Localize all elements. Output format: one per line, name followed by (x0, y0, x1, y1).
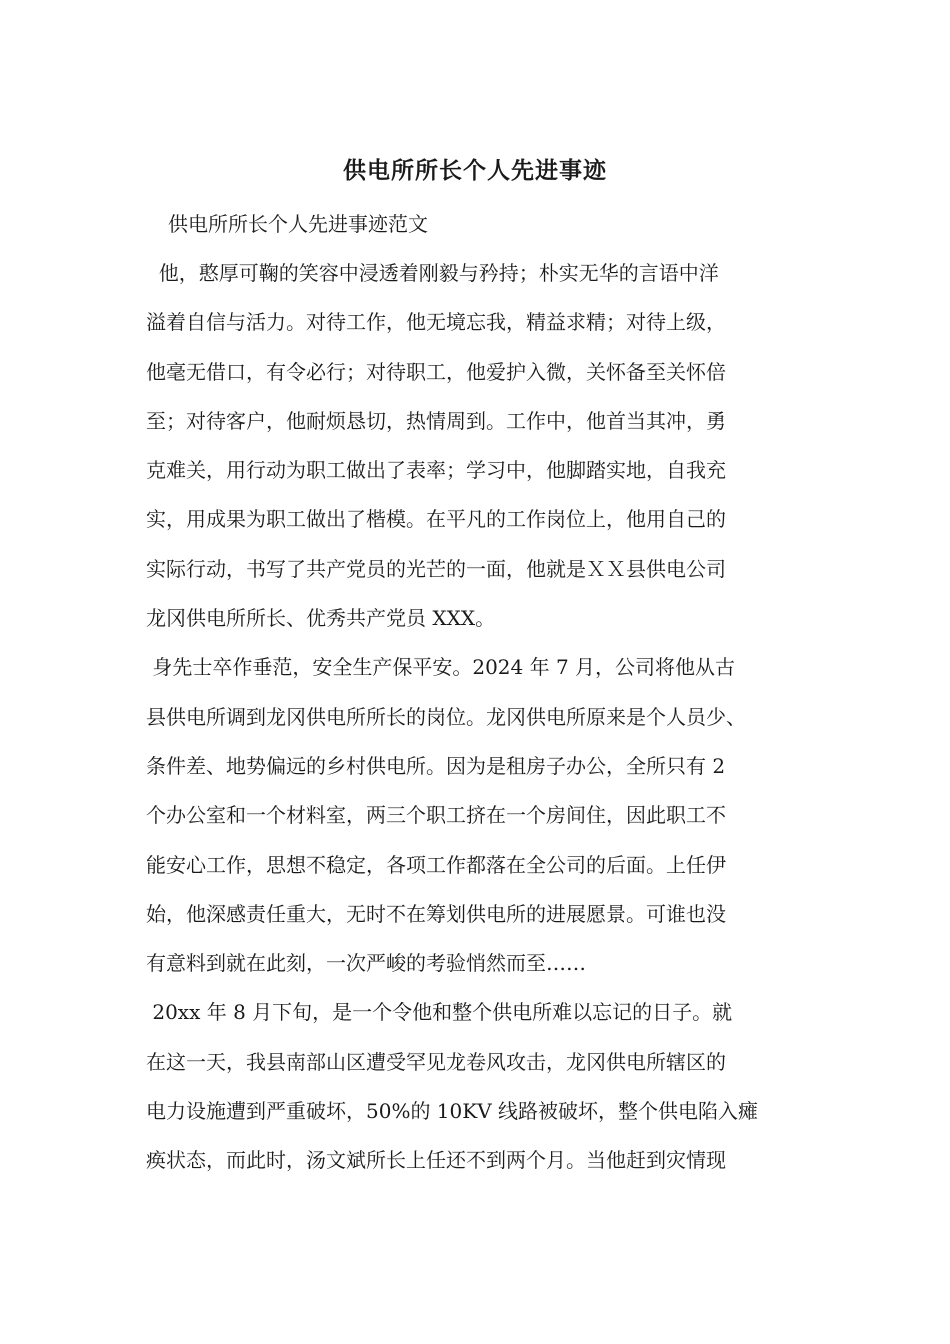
body-line: 他，憨厚可鞠的笑容中浸透着刚毅与矜持；朴实无华的言语中洋 (146, 261, 719, 285)
body-line: 20xx 年 8 月下旬，是一个令他和整个供电所难以忘记的日子。就 (146, 1000, 733, 1025)
body-line: 克难关，用行动为职工做出了表率；学习中，他脚踏实地，自我充 (146, 458, 726, 483)
body-line: 身先士卒作垂范，安全生产保平安。2024 年 7 月，公司将他从古 (146, 655, 736, 680)
body-line: 龙冈供电所所长、优秀共产党员 XXX。 (146, 606, 496, 631)
body-line: 能安心工作，思想不稳定，各项工作都落在全公司的后面。上任伊 (146, 852, 726, 877)
body-line: 县供电所调到龙冈供电所所长的岗位。龙冈供电所原来是个人员少、 (146, 704, 746, 729)
body-line: 条件差、地势偏远的乡村供电所。因为是租房子办公，全所只有 2 (146, 753, 726, 778)
document-subtitle: 供电所所长个人先进事迹范文 (168, 212, 428, 236)
body-line: 有意料到就在此刻，一次严峻的考验悄然而至…… (146, 951, 586, 976)
body-line: 他毫无借口，有令必行；对待职工，他爱护入微，关怀备至关怀倍 (146, 359, 726, 384)
body-line: 在这一天，我县南部山区遭受罕见龙卷风攻击，龙冈供电所辖区的 (146, 1049, 726, 1074)
document-title: 供电所所长个人先进事迹 (343, 157, 607, 184)
body-line: 电力设施遭到严重破坏，50%的 10KV 线路被破坏，整个供电陷入瘫 (146, 1099, 759, 1124)
body-line: 实，用成果为职工做出了楷模。在平凡的工作岗位上，他用自己的 (146, 507, 726, 532)
document-body (146, 255, 816, 1192)
body-line: 始，他深感责任重大，无时不在筹划供电所的进展愿景。可谁也没 (146, 901, 726, 926)
body-line: 至；对待客户，他耐烦恳切，热情周到。工作中，他首当其冲，勇 (146, 408, 726, 433)
body-line: 实际行动，书写了共产党员的光芒的一面，他就是ＸＸ县供电公司 (146, 556, 726, 581)
body-line: 溢着自信与活力。对待工作，他无境忘我，精益求精；对待上级， (146, 310, 726, 335)
body-line: 痪状态，而此时，汤文斌所长上任还不到两个月。当他赶到灾情现 (146, 1148, 726, 1173)
body-line: 个办公室和一个材料室，两三个职工挤在一个房间住，因此职工不 (146, 803, 726, 828)
